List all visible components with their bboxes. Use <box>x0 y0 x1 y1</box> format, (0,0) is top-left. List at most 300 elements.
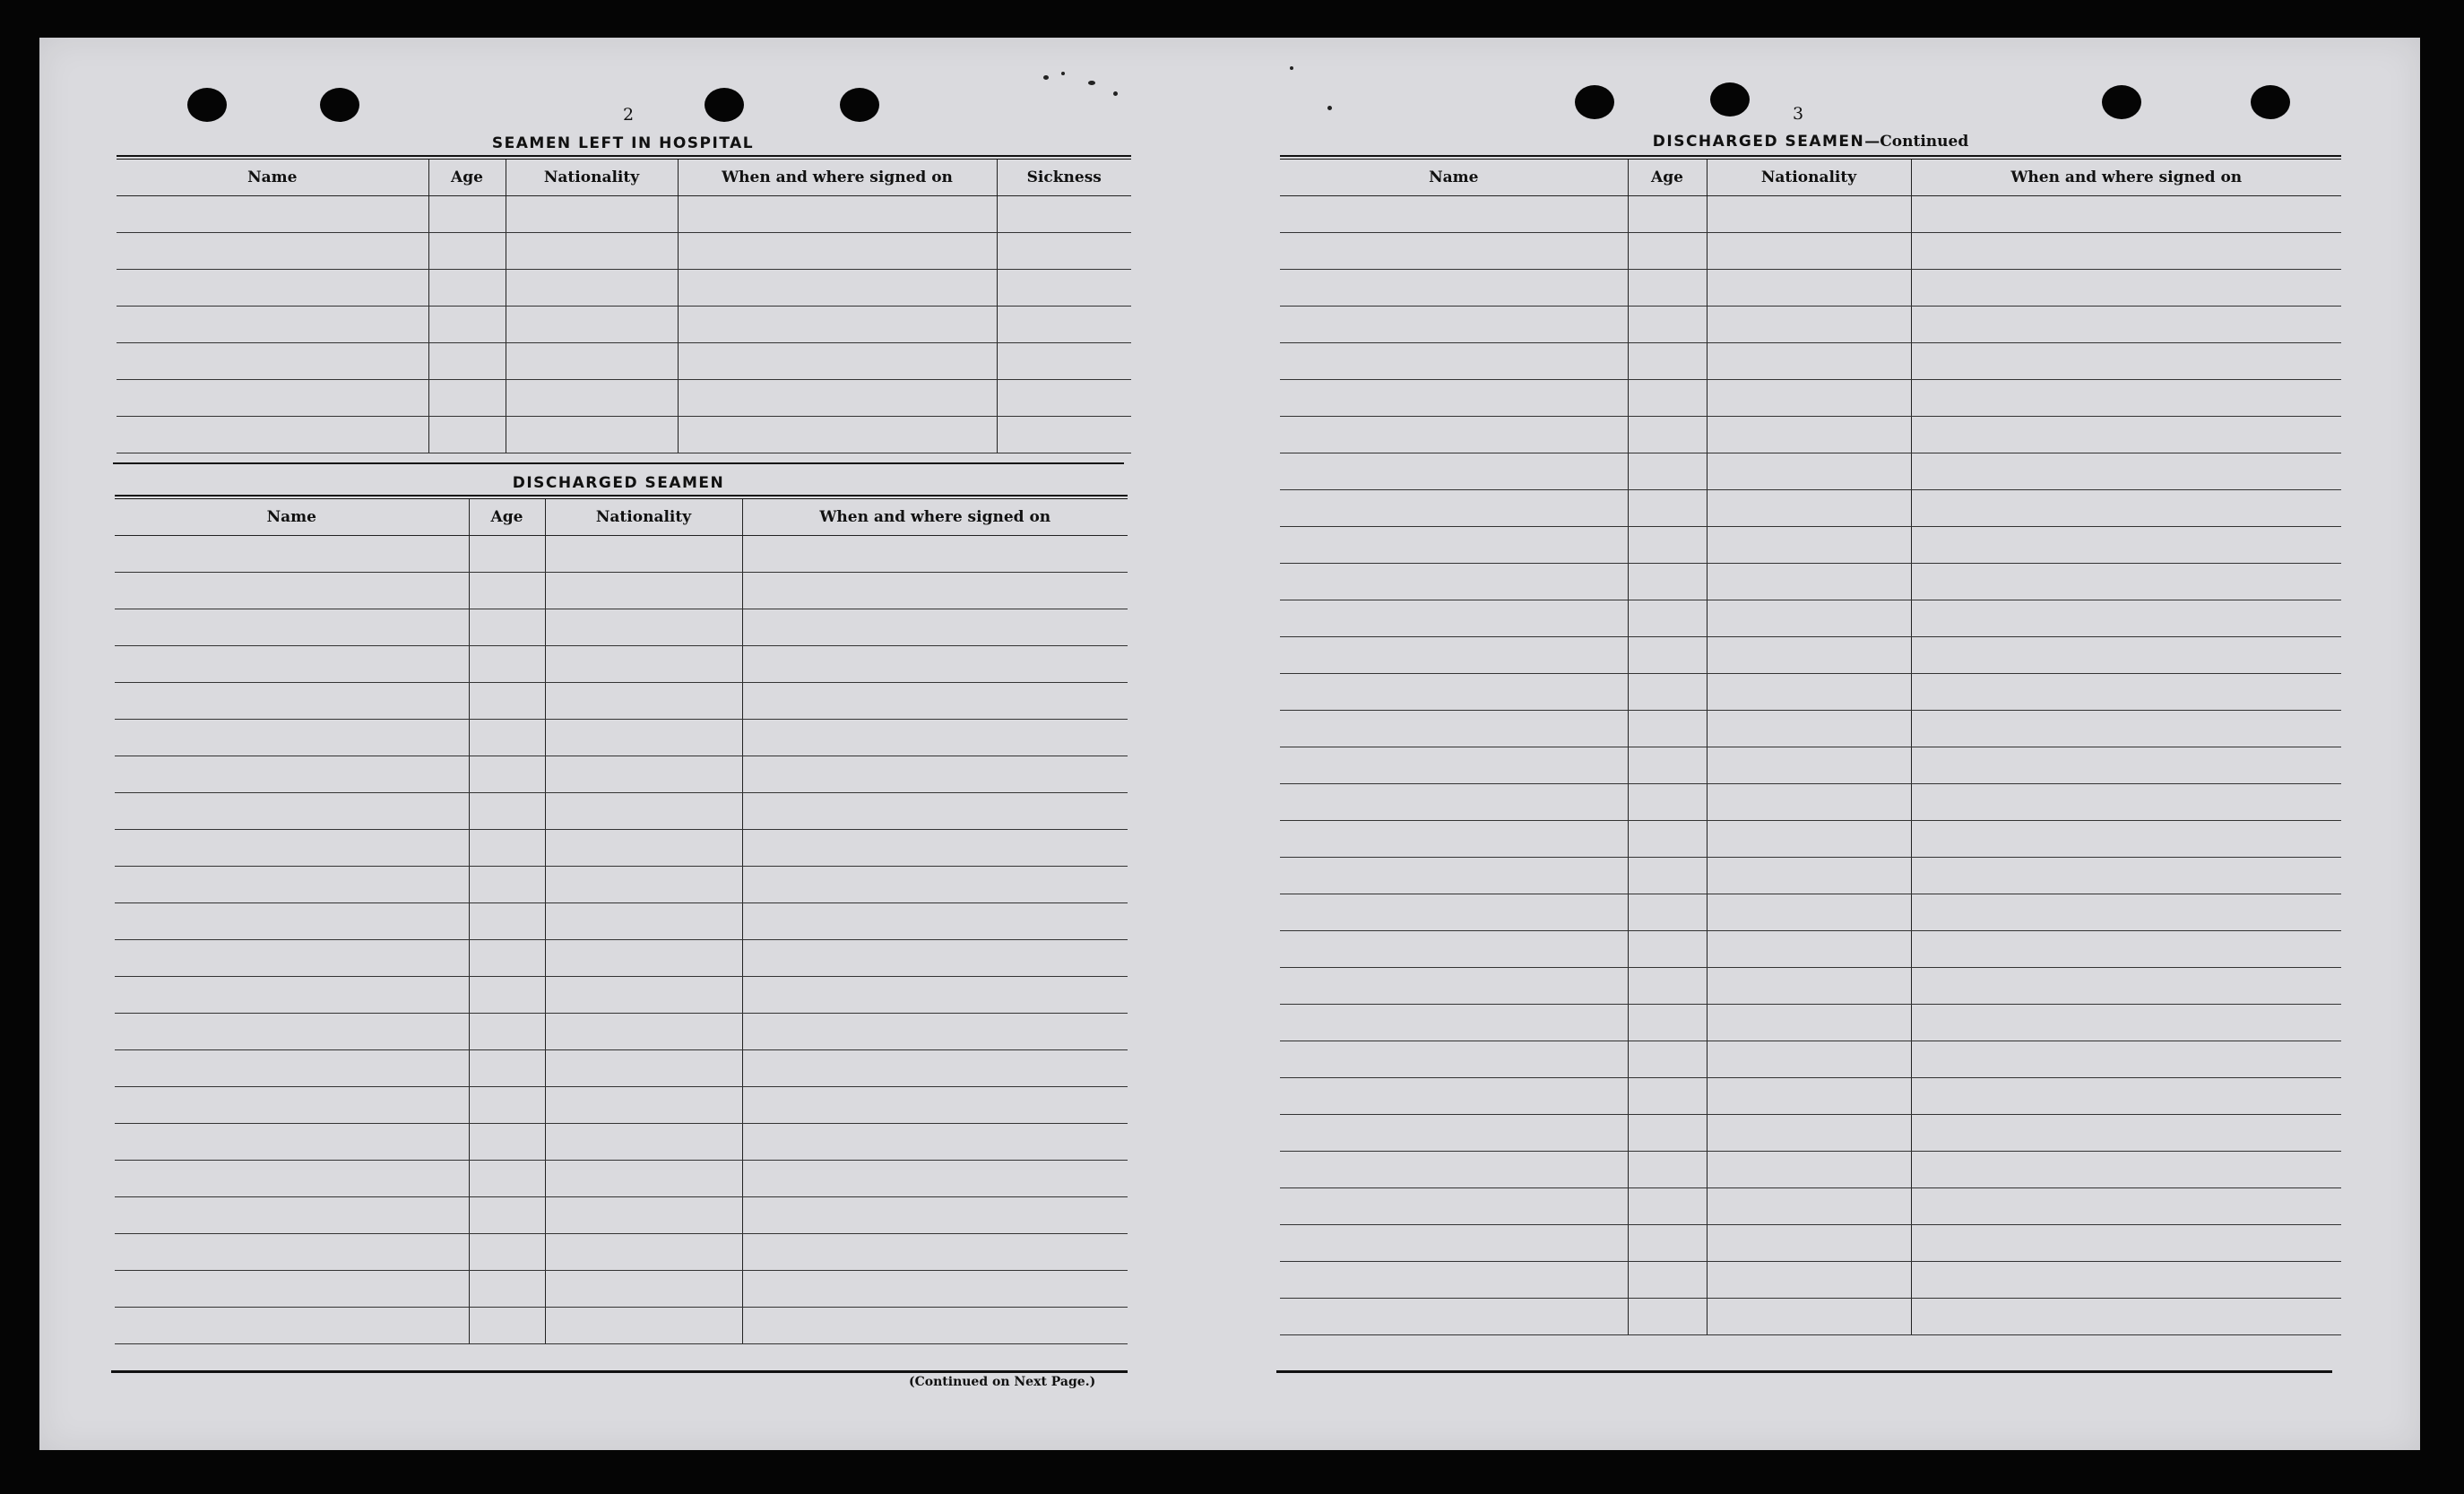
table-cell[interactable] <box>1911 674 2341 711</box>
table-row <box>1280 1078 2341 1115</box>
table-cell[interactable] <box>1911 196 2341 233</box>
table-cell[interactable] <box>115 1124 469 1161</box>
table-cell[interactable] <box>1280 1115 1628 1152</box>
table-cell[interactable] <box>545 903 742 940</box>
column-header: When and where signed on <box>742 499 1128 536</box>
table-cell[interactable] <box>428 196 506 233</box>
table-cell[interactable] <box>1628 527 1707 564</box>
column-header: Nationality <box>545 499 742 536</box>
table-cell[interactable] <box>545 1087 742 1124</box>
table-cell[interactable] <box>678 196 997 233</box>
table-cell[interactable] <box>1707 747 1911 784</box>
table-cell[interactable] <box>469 683 545 720</box>
table-cell[interactable] <box>1707 1188 1911 1225</box>
table-cell[interactable] <box>1628 1152 1707 1188</box>
table-cell[interactable] <box>1280 564 1628 600</box>
table-cell[interactable] <box>506 307 678 343</box>
table-row <box>1280 968 2341 1005</box>
table-cell[interactable] <box>1911 490 2341 527</box>
column-header: Nationality <box>1707 160 1911 196</box>
table-cell[interactable] <box>115 1014 469 1050</box>
table-cell[interactable] <box>115 793 469 830</box>
table-cell[interactable] <box>1628 196 1707 233</box>
table-row <box>1280 894 2341 931</box>
table-cell[interactable] <box>1911 1115 2341 1152</box>
table-cell[interactable] <box>1707 1078 1911 1115</box>
table-cell[interactable] <box>1911 784 2341 821</box>
table-cell[interactable] <box>1628 674 1707 711</box>
table-cell[interactable] <box>1911 1152 2341 1188</box>
table-cell[interactable] <box>1911 527 2341 564</box>
column-header: Age <box>1628 160 1707 196</box>
table-cell[interactable] <box>1628 1188 1707 1225</box>
table-cell[interactable] <box>1707 1115 1911 1152</box>
table-cell[interactable] <box>1280 417 1628 453</box>
table-cell[interactable] <box>742 573 1128 609</box>
table-row <box>1280 417 2341 453</box>
table-cell[interactable] <box>469 977 545 1014</box>
table-row <box>115 940 1128 977</box>
table-cell[interactable] <box>506 417 678 453</box>
table-cell[interactable] <box>1707 527 1911 564</box>
table-cell[interactable] <box>115 830 469 867</box>
table-cell[interactable] <box>428 417 506 453</box>
table-cell[interactable] <box>1707 600 1911 637</box>
table-cell[interactable] <box>1280 747 1628 784</box>
column-header: Age <box>428 160 506 196</box>
table-cell[interactable] <box>1911 858 2341 894</box>
table-cell[interactable] <box>1280 637 1628 674</box>
table-cell[interactable] <box>1707 711 1911 747</box>
table-cell[interactable] <box>1911 233 2341 270</box>
table-cell[interactable] <box>1628 1005 1707 1041</box>
table-cell[interactable] <box>1911 1299 2341 1335</box>
table-row <box>117 196 1131 233</box>
table-cell[interactable] <box>545 1050 742 1087</box>
table-cell[interactable] <box>1707 1299 1911 1335</box>
table-cell[interactable] <box>545 1197 742 1234</box>
table-cell[interactable] <box>115 1234 469 1271</box>
table-cell[interactable] <box>1280 821 1628 858</box>
table-cell[interactable] <box>469 609 545 646</box>
table-cell[interactable] <box>117 233 428 270</box>
table-cell[interactable] <box>742 903 1128 940</box>
table-row <box>1280 784 2341 821</box>
page-number: 2 <box>623 105 635 125</box>
table-cell[interactable] <box>742 1050 1128 1087</box>
table-cell[interactable] <box>1707 270 1911 307</box>
table-cell[interactable] <box>545 1234 742 1271</box>
table-cell[interactable] <box>469 1234 545 1271</box>
table-cell[interactable] <box>997 343 1131 380</box>
table-cell[interactable] <box>678 270 997 307</box>
table-cell[interactable] <box>1707 453 1911 490</box>
table-cell[interactable] <box>1911 1225 2341 1262</box>
table-cell[interactable] <box>1911 417 2341 453</box>
table-cell[interactable] <box>115 1308 469 1344</box>
table-cell[interactable] <box>1707 784 1911 821</box>
table-cell[interactable] <box>742 536 1128 573</box>
table-cell[interactable] <box>545 573 742 609</box>
table-cell[interactable] <box>428 343 506 380</box>
column-header: Name <box>117 160 428 196</box>
table-cell[interactable] <box>1280 784 1628 821</box>
table-row <box>115 1161 1128 1197</box>
table-cell[interactable] <box>1911 1078 2341 1115</box>
table-cell[interactable] <box>115 573 469 609</box>
table-row <box>115 683 1128 720</box>
table-cell[interactable] <box>1628 711 1707 747</box>
table-cell[interactable] <box>742 1124 1128 1161</box>
table-cell[interactable] <box>1628 490 1707 527</box>
table-row <box>1280 343 2341 380</box>
table-cell[interactable] <box>1628 1225 1707 1262</box>
table-cell[interactable] <box>742 977 1128 1014</box>
table-cell[interactable] <box>1280 1078 1628 1115</box>
table-cell[interactable] <box>1707 1005 1911 1041</box>
table-cell[interactable] <box>1628 1078 1707 1115</box>
table-cell[interactable] <box>742 830 1128 867</box>
discharged-continued-table <box>1280 160 2341 1335</box>
table-cell[interactable] <box>545 1308 742 1344</box>
table-cell[interactable] <box>115 903 469 940</box>
table-cell[interactable] <box>742 646 1128 683</box>
table-cell[interactable] <box>1628 747 1707 784</box>
table-cell[interactable] <box>1628 1262 1707 1299</box>
table-cell[interactable] <box>742 1014 1128 1050</box>
table-cell[interactable] <box>1280 1262 1628 1299</box>
table-cell[interactable] <box>1628 417 1707 453</box>
table-cell[interactable] <box>115 1050 469 1087</box>
table-cell[interactable] <box>1707 1152 1911 1188</box>
table-cell[interactable] <box>1280 1225 1628 1262</box>
table-row <box>115 1014 1128 1050</box>
table-cell[interactable] <box>1280 307 1628 343</box>
table-cell[interactable] <box>997 307 1131 343</box>
table-cell[interactable] <box>1280 233 1628 270</box>
table-cell[interactable] <box>1628 564 1707 600</box>
table-cell[interactable] <box>545 1161 742 1197</box>
table-cell[interactable] <box>1280 490 1628 527</box>
table-cell[interactable] <box>1911 711 2341 747</box>
table-cell[interactable] <box>1628 968 1707 1005</box>
table-cell[interactable] <box>469 1087 545 1124</box>
table-cell[interactable] <box>545 609 742 646</box>
table-cell[interactable] <box>115 1271 469 1308</box>
table-cell[interactable] <box>469 903 545 940</box>
table-cell[interactable] <box>469 830 545 867</box>
table-cell[interactable] <box>1707 1262 1911 1299</box>
table-cell[interactable] <box>545 720 742 756</box>
table-cell[interactable] <box>117 380 428 417</box>
table-cell[interactable] <box>545 977 742 1014</box>
table-cell[interactable] <box>115 683 469 720</box>
table-cell[interactable] <box>742 609 1128 646</box>
table-cell[interactable] <box>1280 380 1628 417</box>
table-cell[interactable] <box>997 233 1131 270</box>
table-cell[interactable] <box>1280 1188 1628 1225</box>
table-cell[interactable] <box>742 1271 1128 1308</box>
table-cell[interactable] <box>469 646 545 683</box>
table-cell[interactable] <box>1911 747 2341 784</box>
table-cell[interactable] <box>1280 968 1628 1005</box>
table-row <box>1280 1041 2341 1078</box>
table-cell[interactable] <box>1911 894 2341 931</box>
table-cell[interactable] <box>1911 1188 2341 1225</box>
table-row <box>117 270 1131 307</box>
table-cell[interactable] <box>1707 821 1911 858</box>
table-cell[interactable] <box>742 793 1128 830</box>
table-cell[interactable] <box>742 683 1128 720</box>
table-row <box>115 1308 1128 1344</box>
table-cell[interactable] <box>1911 637 2341 674</box>
table-cell[interactable] <box>506 196 678 233</box>
table-cell[interactable] <box>742 1234 1128 1271</box>
table-cell[interactable] <box>428 270 506 307</box>
table-cell[interactable] <box>115 940 469 977</box>
table-cell[interactable] <box>545 830 742 867</box>
table-cell[interactable] <box>1911 968 2341 1005</box>
table-cell[interactable] <box>742 1308 1128 1344</box>
table-row <box>115 609 1128 646</box>
left-page <box>39 38 1223 1450</box>
table-cell[interactable] <box>678 417 997 453</box>
table-cell[interactable] <box>469 793 545 830</box>
table-cell[interactable] <box>469 756 545 793</box>
table-cell[interactable] <box>1280 1005 1628 1041</box>
table-cell[interactable] <box>428 307 506 343</box>
table-cell[interactable] <box>1707 196 1911 233</box>
table-cell[interactable] <box>1911 564 2341 600</box>
table-cell[interactable] <box>469 1308 545 1344</box>
column-header: When and where signed on <box>678 160 997 196</box>
table-cell[interactable] <box>428 380 506 417</box>
table-cell[interactable] <box>545 1271 742 1308</box>
table-cell[interactable] <box>469 720 545 756</box>
table-row <box>115 536 1128 573</box>
table-cell[interactable] <box>1628 233 1707 270</box>
table-cell[interactable] <box>545 867 742 903</box>
discharged-top-rule <box>113 462 1124 464</box>
table-row <box>115 573 1128 609</box>
table-row <box>117 380 1131 417</box>
table-cell[interactable] <box>545 940 742 977</box>
table-cell[interactable] <box>545 1124 742 1161</box>
table-cell[interactable] <box>742 1087 1128 1124</box>
table-cell[interactable] <box>1911 931 2341 968</box>
column-header: When and where signed on <box>1911 160 2341 196</box>
table-cell[interactable] <box>1707 417 1911 453</box>
table-row <box>115 793 1128 830</box>
table-cell[interactable] <box>1280 1299 1628 1335</box>
table-cell[interactable] <box>1707 894 1911 931</box>
table-cell[interactable] <box>115 977 469 1014</box>
table-cell[interactable] <box>115 1087 469 1124</box>
table-cell[interactable] <box>1628 1299 1707 1335</box>
table-cell[interactable] <box>1628 1115 1707 1152</box>
table-cell[interactable] <box>545 646 742 683</box>
discharged-continued-title-text: DISCHARGED SEAMEN <box>1652 133 1865 151</box>
table-cell[interactable] <box>469 1161 545 1197</box>
table-cell[interactable] <box>545 793 742 830</box>
table-row <box>1280 1005 2341 1041</box>
table-cell[interactable] <box>115 536 469 573</box>
table-cell[interactable] <box>1911 453 2341 490</box>
table-cell[interactable] <box>1628 380 1707 417</box>
table-row <box>1280 196 2341 233</box>
table-cell[interactable] <box>1707 343 1911 380</box>
table-cell[interactable] <box>1280 674 1628 711</box>
table-cell[interactable] <box>428 233 506 270</box>
table-row <box>1280 1115 2341 1152</box>
table-cell[interactable] <box>469 1271 545 1308</box>
table-cell[interactable] <box>742 1161 1128 1197</box>
table-cell[interactable] <box>469 1197 545 1234</box>
table-cell[interactable] <box>545 536 742 573</box>
table-cell[interactable] <box>1707 307 1911 343</box>
table-cell[interactable] <box>117 417 428 453</box>
table-cell[interactable] <box>1628 784 1707 821</box>
table-cell[interactable] <box>1911 1041 2341 1078</box>
table-cell[interactable] <box>1280 711 1628 747</box>
table-cell[interactable] <box>1707 931 1911 968</box>
right-page-bottom-rule <box>1276 1370 2332 1373</box>
table-cell[interactable] <box>1628 931 1707 968</box>
table-cell[interactable] <box>115 1197 469 1234</box>
table-cell[interactable] <box>506 233 678 270</box>
table-cell[interactable] <box>117 196 428 233</box>
table-cell[interactable] <box>469 573 545 609</box>
table-cell[interactable] <box>1628 343 1707 380</box>
table-cell[interactable] <box>742 940 1128 977</box>
table-cell[interactable] <box>1911 270 2341 307</box>
table-cell[interactable] <box>1707 233 1911 270</box>
table-cell[interactable] <box>1628 894 1707 931</box>
table-cell[interactable] <box>1707 1225 1911 1262</box>
table-cell[interactable] <box>1280 894 1628 931</box>
table-cell[interactable] <box>1707 1041 1911 1078</box>
table-cell[interactable] <box>997 380 1131 417</box>
table-cell[interactable] <box>469 1124 545 1161</box>
table-cell[interactable] <box>1707 564 1911 600</box>
table-cell[interactable] <box>545 683 742 720</box>
table-cell[interactable] <box>469 940 545 977</box>
table-cell[interactable] <box>678 343 997 380</box>
table-cell[interactable] <box>1628 307 1707 343</box>
table-cell[interactable] <box>1911 1262 2341 1299</box>
table-cell[interactable] <box>1911 307 2341 343</box>
table-cell[interactable] <box>115 720 469 756</box>
table-cell[interactable] <box>506 270 678 307</box>
table-cell[interactable] <box>742 1197 1128 1234</box>
table-row <box>1280 307 2341 343</box>
table-cell[interactable] <box>115 867 469 903</box>
table-cell[interactable] <box>1628 600 1707 637</box>
table-cell[interactable] <box>1280 196 1628 233</box>
table-row <box>1280 931 2341 968</box>
table-cell[interactable] <box>117 343 428 380</box>
column-header: Age <box>469 499 545 536</box>
table-cell[interactable] <box>1628 270 1707 307</box>
table-row <box>1280 858 2341 894</box>
table-cell[interactable] <box>1280 453 1628 490</box>
table-cell[interactable] <box>1628 453 1707 490</box>
table-cell[interactable] <box>1280 527 1628 564</box>
table-row <box>115 1197 1128 1234</box>
table-cell[interactable] <box>1707 674 1911 711</box>
table-row <box>117 343 1131 380</box>
table-cell[interactable] <box>1911 821 2341 858</box>
table-cell[interactable] <box>1911 600 2341 637</box>
table-row <box>117 417 1131 453</box>
table-cell[interactable] <box>115 646 469 683</box>
table-cell[interactable] <box>1280 1152 1628 1188</box>
table-cell[interactable] <box>1707 858 1911 894</box>
table-row <box>1280 453 2341 490</box>
table-row <box>1280 637 2341 674</box>
table-cell[interactable] <box>469 1050 545 1087</box>
table-cell[interactable] <box>1628 637 1707 674</box>
table-cell[interactable] <box>545 756 742 793</box>
table-cell[interactable] <box>1911 1005 2341 1041</box>
table-row <box>115 756 1128 793</box>
table-cell[interactable] <box>1280 1041 1628 1078</box>
table-cell[interactable] <box>117 307 428 343</box>
table-cell[interactable] <box>545 1014 742 1050</box>
table-cell[interactable] <box>506 343 678 380</box>
table-cell[interactable] <box>117 270 428 307</box>
table-row <box>115 830 1128 867</box>
table-cell[interactable] <box>742 867 1128 903</box>
table-cell[interactable] <box>1628 821 1707 858</box>
table-cell[interactable] <box>115 756 469 793</box>
table-cell[interactable] <box>469 1014 545 1050</box>
table-cell[interactable] <box>678 380 997 417</box>
table-cell[interactable] <box>469 536 545 573</box>
table-cell[interactable] <box>1280 270 1628 307</box>
table-cell[interactable] <box>742 720 1128 756</box>
table-cell[interactable] <box>1911 343 2341 380</box>
table-cell[interactable] <box>1280 858 1628 894</box>
table-cell[interactable] <box>1628 1041 1707 1078</box>
table-cell[interactable] <box>1707 490 1911 527</box>
table-cell[interactable] <box>678 233 997 270</box>
discharged-continued-title <box>1282 133 2339 151</box>
table-row <box>117 233 1131 270</box>
table-row <box>1280 527 2341 564</box>
table-cell[interactable] <box>1707 637 1911 674</box>
table-cell[interactable] <box>997 196 1131 233</box>
table-cell[interactable] <box>742 756 1128 793</box>
table-cell[interactable] <box>469 867 545 903</box>
table-row <box>1280 270 2341 307</box>
table-cell[interactable] <box>678 307 997 343</box>
table-cell[interactable] <box>1911 380 2341 417</box>
table-cell[interactable] <box>997 270 1131 307</box>
discharged-table <box>115 499 1128 1344</box>
table-cell[interactable] <box>506 380 678 417</box>
table-cell[interactable] <box>1707 968 1911 1005</box>
table-cell[interactable] <box>115 1161 469 1197</box>
table-cell[interactable] <box>1628 858 1707 894</box>
table-cell[interactable] <box>997 417 1131 453</box>
table-row <box>1280 821 2341 858</box>
table-cell[interactable] <box>1707 380 1911 417</box>
table-cell[interactable] <box>1280 931 1628 968</box>
table-cell[interactable] <box>1280 343 1628 380</box>
table-cell[interactable] <box>115 609 469 646</box>
table-cell[interactable] <box>1280 600 1628 637</box>
